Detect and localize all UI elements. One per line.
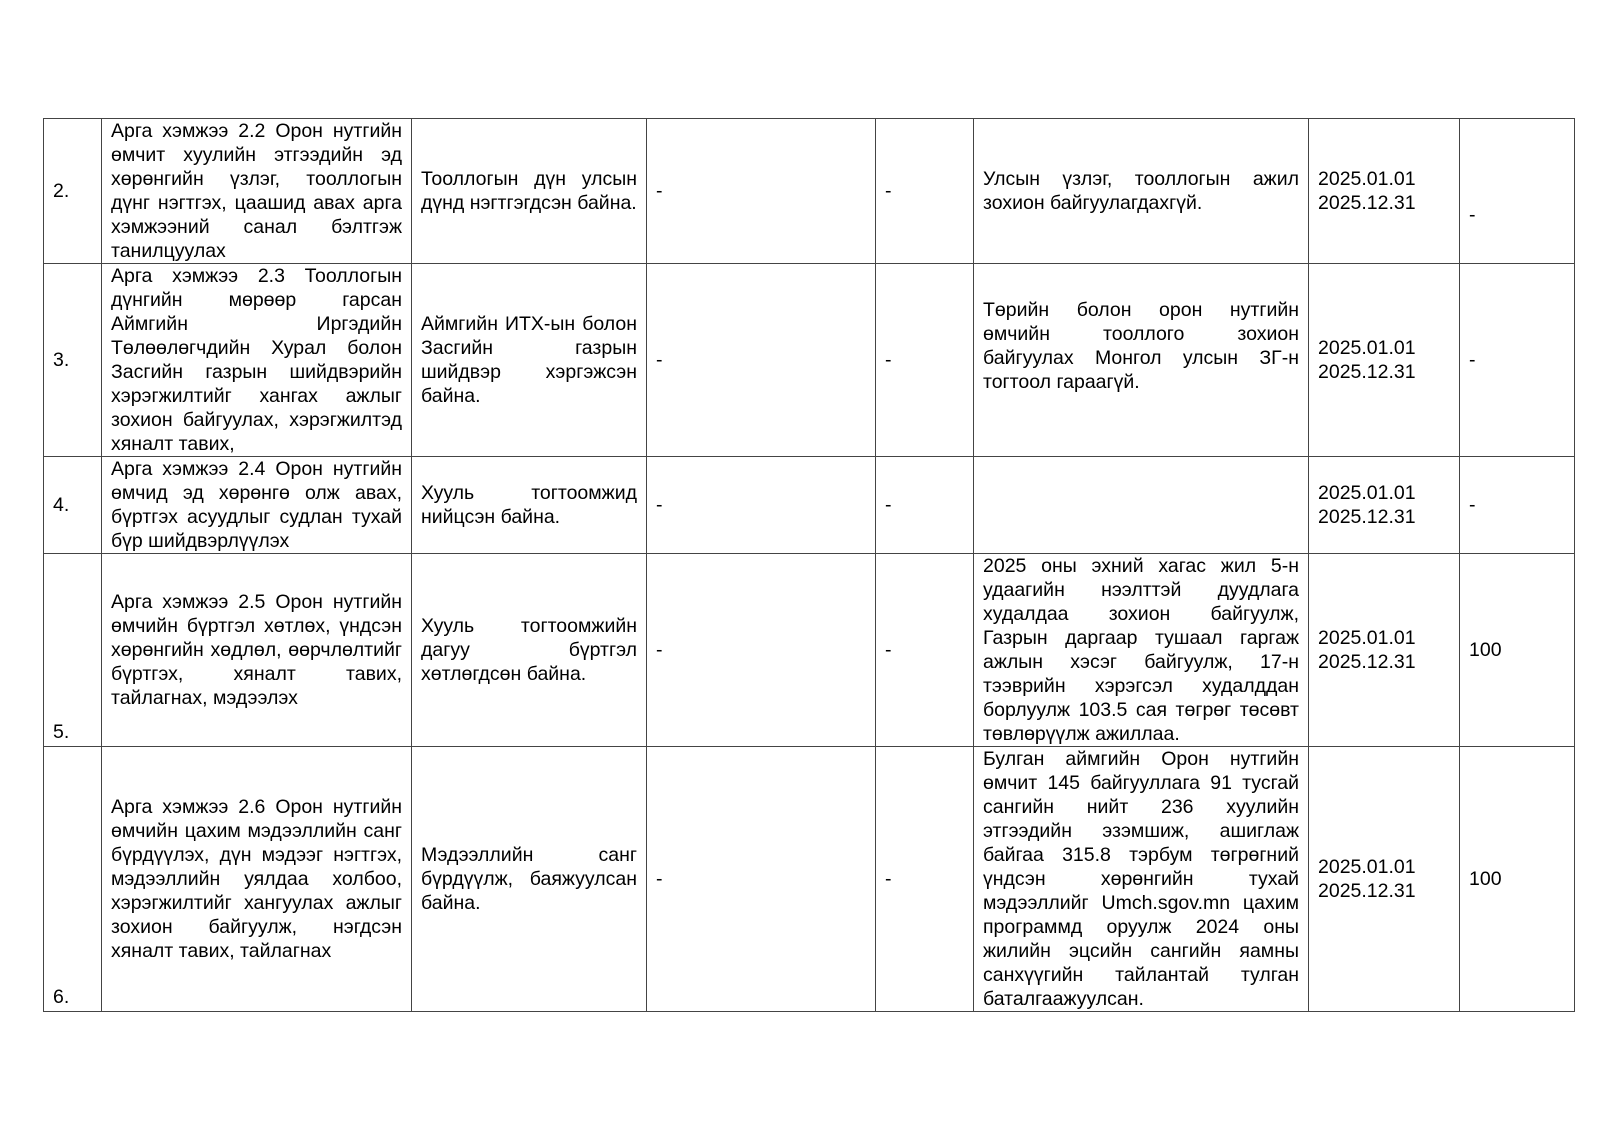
start-date: 2025.01.01 [1318,627,1416,649]
column-4-cell: - [647,747,876,1012]
date-range-cell [1309,457,1460,554]
activity-cell: Арга хэмжээ 2.2 Орон нутгийн өмчит хуулийн этгээдийн эд хөрөнгийн үзлэг, тооллогын дүнг нэгтгэх, цаашид авах арга хэмжээний санал бэлтгэж танилцуулах [102,119,412,264]
performance-cell: Булган аймгийн Орон нутгийн өмчит 145 байгууллага 91 тусгай сангийн нийт 236 хуулийн этгээдийн эзэмшиж, ашиглаж байгаа 315.8 тэрбум төгрөгний үндсэн хөрөнгийн тухай мэдээллийг Umch.sgov.mn цахим программд оруулж 2024 оны жилийн эцсийн сангийн яамны санхүүгийн тайлантай тулган баталгаажуулсан. [974,747,1309,1012]
row-number: 4. [44,457,102,554]
date-range-cell [1309,747,1460,1012]
row-number: 2. [44,119,102,264]
start-date: 2025.01.01 [1318,482,1416,504]
performance-cell: Улсын үзлэг, тооллогын ажил зохион байгуулагдахгүй. [974,119,1309,264]
column-4-cell: - [647,119,876,264]
expected-result-cell: Хууль тогтоомжид нийцсэн байна. [412,457,647,554]
start-date: 2025.01.01 [1318,856,1416,878]
table-row [44,119,1575,264]
percent-cell: - [1460,457,1575,554]
expected-result-cell: Тооллогын дүн улсын дүнд нэгтгэгдсэн байна. [412,119,647,264]
performance-cell: 2025 оны эхний хагас жил 5-н удаагийн нээлттэй дуудлага худалдаа зохион байгуулж, Газрын даргаар тушаал гаргаж ажлын хэсэг байгуулж, 17-н тээврийн хэрэгсэл худалддан борлуулж 103.5 сая төгрөг төсөвт төвлөрүүлж ажиллаа. [974,554,1309,747]
percent-cell: 100 [1460,747,1575,1012]
row-number: 6. [44,747,102,1012]
activity-cell: Арга хэмжээ 2.4 Орон нутгийн өмчид эд хөрөнгө олж авах, бүртгэх асуудлыг судлан тухай бүр шийдвэрлүүлэх [102,457,412,554]
percent-cell: - [1460,119,1575,264]
performance-cell: Төрийн болон орон нутгийн өмчийн тооллого зохион байгуулах Монгол улсын ЗГ-н тогтоол гараагүй. [974,264,1309,457]
expected-result-cell: Хууль тогтоомжийн дагуу бүртгэл хөтлөгдсөн байна. [412,554,647,747]
table-row [44,457,1575,554]
start-date: 2025.01.01 [1318,168,1416,190]
column-4-cell: - [647,457,876,554]
date-range-cell [1309,554,1460,747]
activity-cell: Арга хэмжээ 2.5 Орон нутгийн өмчийн бүртгэл хөтлөх, үндсэн хөрөнгийн хөдлөл, өөрчлөлтийг бүртгэх, хяналт тавих, тайлагнах, мэдээлэх [102,554,412,747]
performance-cell [974,457,1309,554]
start-date: 2025.01.01 [1318,337,1416,359]
row-number: 5. [44,554,102,747]
percent-cell: 100 [1460,554,1575,747]
table-row [44,747,1575,1012]
row-number: 3. [44,264,102,457]
end-date: 2025.12.31 [1318,880,1416,902]
date-range-cell [1309,264,1460,457]
column-4-cell: - [647,554,876,747]
end-date: 2025.12.31 [1318,651,1416,673]
date-range-cell [1309,119,1460,264]
percent-cell: - [1460,264,1575,457]
column-5-cell: - [876,554,974,747]
expected-result-cell: Мэдээллийн санг бүрдүүлж, баяжуулсан байна. [412,747,647,1012]
column-5-cell: - [876,119,974,264]
column-5-cell: - [876,457,974,554]
report-table [43,118,1575,1012]
activity-cell: Арга хэмжээ 2.6 Орон нутгийн өмчийн цахим мэдээллийн санг бүрдүүлэх, дүн мэдээг нэгтгэх, мэдээллийн уялдаа холбоо, хэрэгжилтийг хангуулах ажлыг зохион байгуулж, нэгдсэн хяналт тавих, тайлагнах [102,747,412,1012]
end-date: 2025.12.31 [1318,506,1416,528]
expected-result-cell: Аймгийн ИТХ-ын болон Засгийн газрын шийдвэр хэргэжсэн байна. [412,264,647,457]
end-date: 2025.12.31 [1318,192,1416,214]
table-row [44,264,1575,457]
activity-cell: Арга хэмжээ 2.3 Тооллогын дүнгийн мөрөөр гарсан Аймгийн Иргэдийн Төлөөлөгчдийн Хурал болон Засгийн газрын шийдвэрийн хэрэгжилтийг хангах ажлыг зохион байгуулах, хэрэгжилтэд хяналт тавих, [102,264,412,457]
end-date: 2025.12.31 [1318,361,1416,383]
column-5-cell: - [876,747,974,1012]
table-row [44,554,1575,747]
column-4-cell: - [647,264,876,457]
column-5-cell: - [876,264,974,457]
